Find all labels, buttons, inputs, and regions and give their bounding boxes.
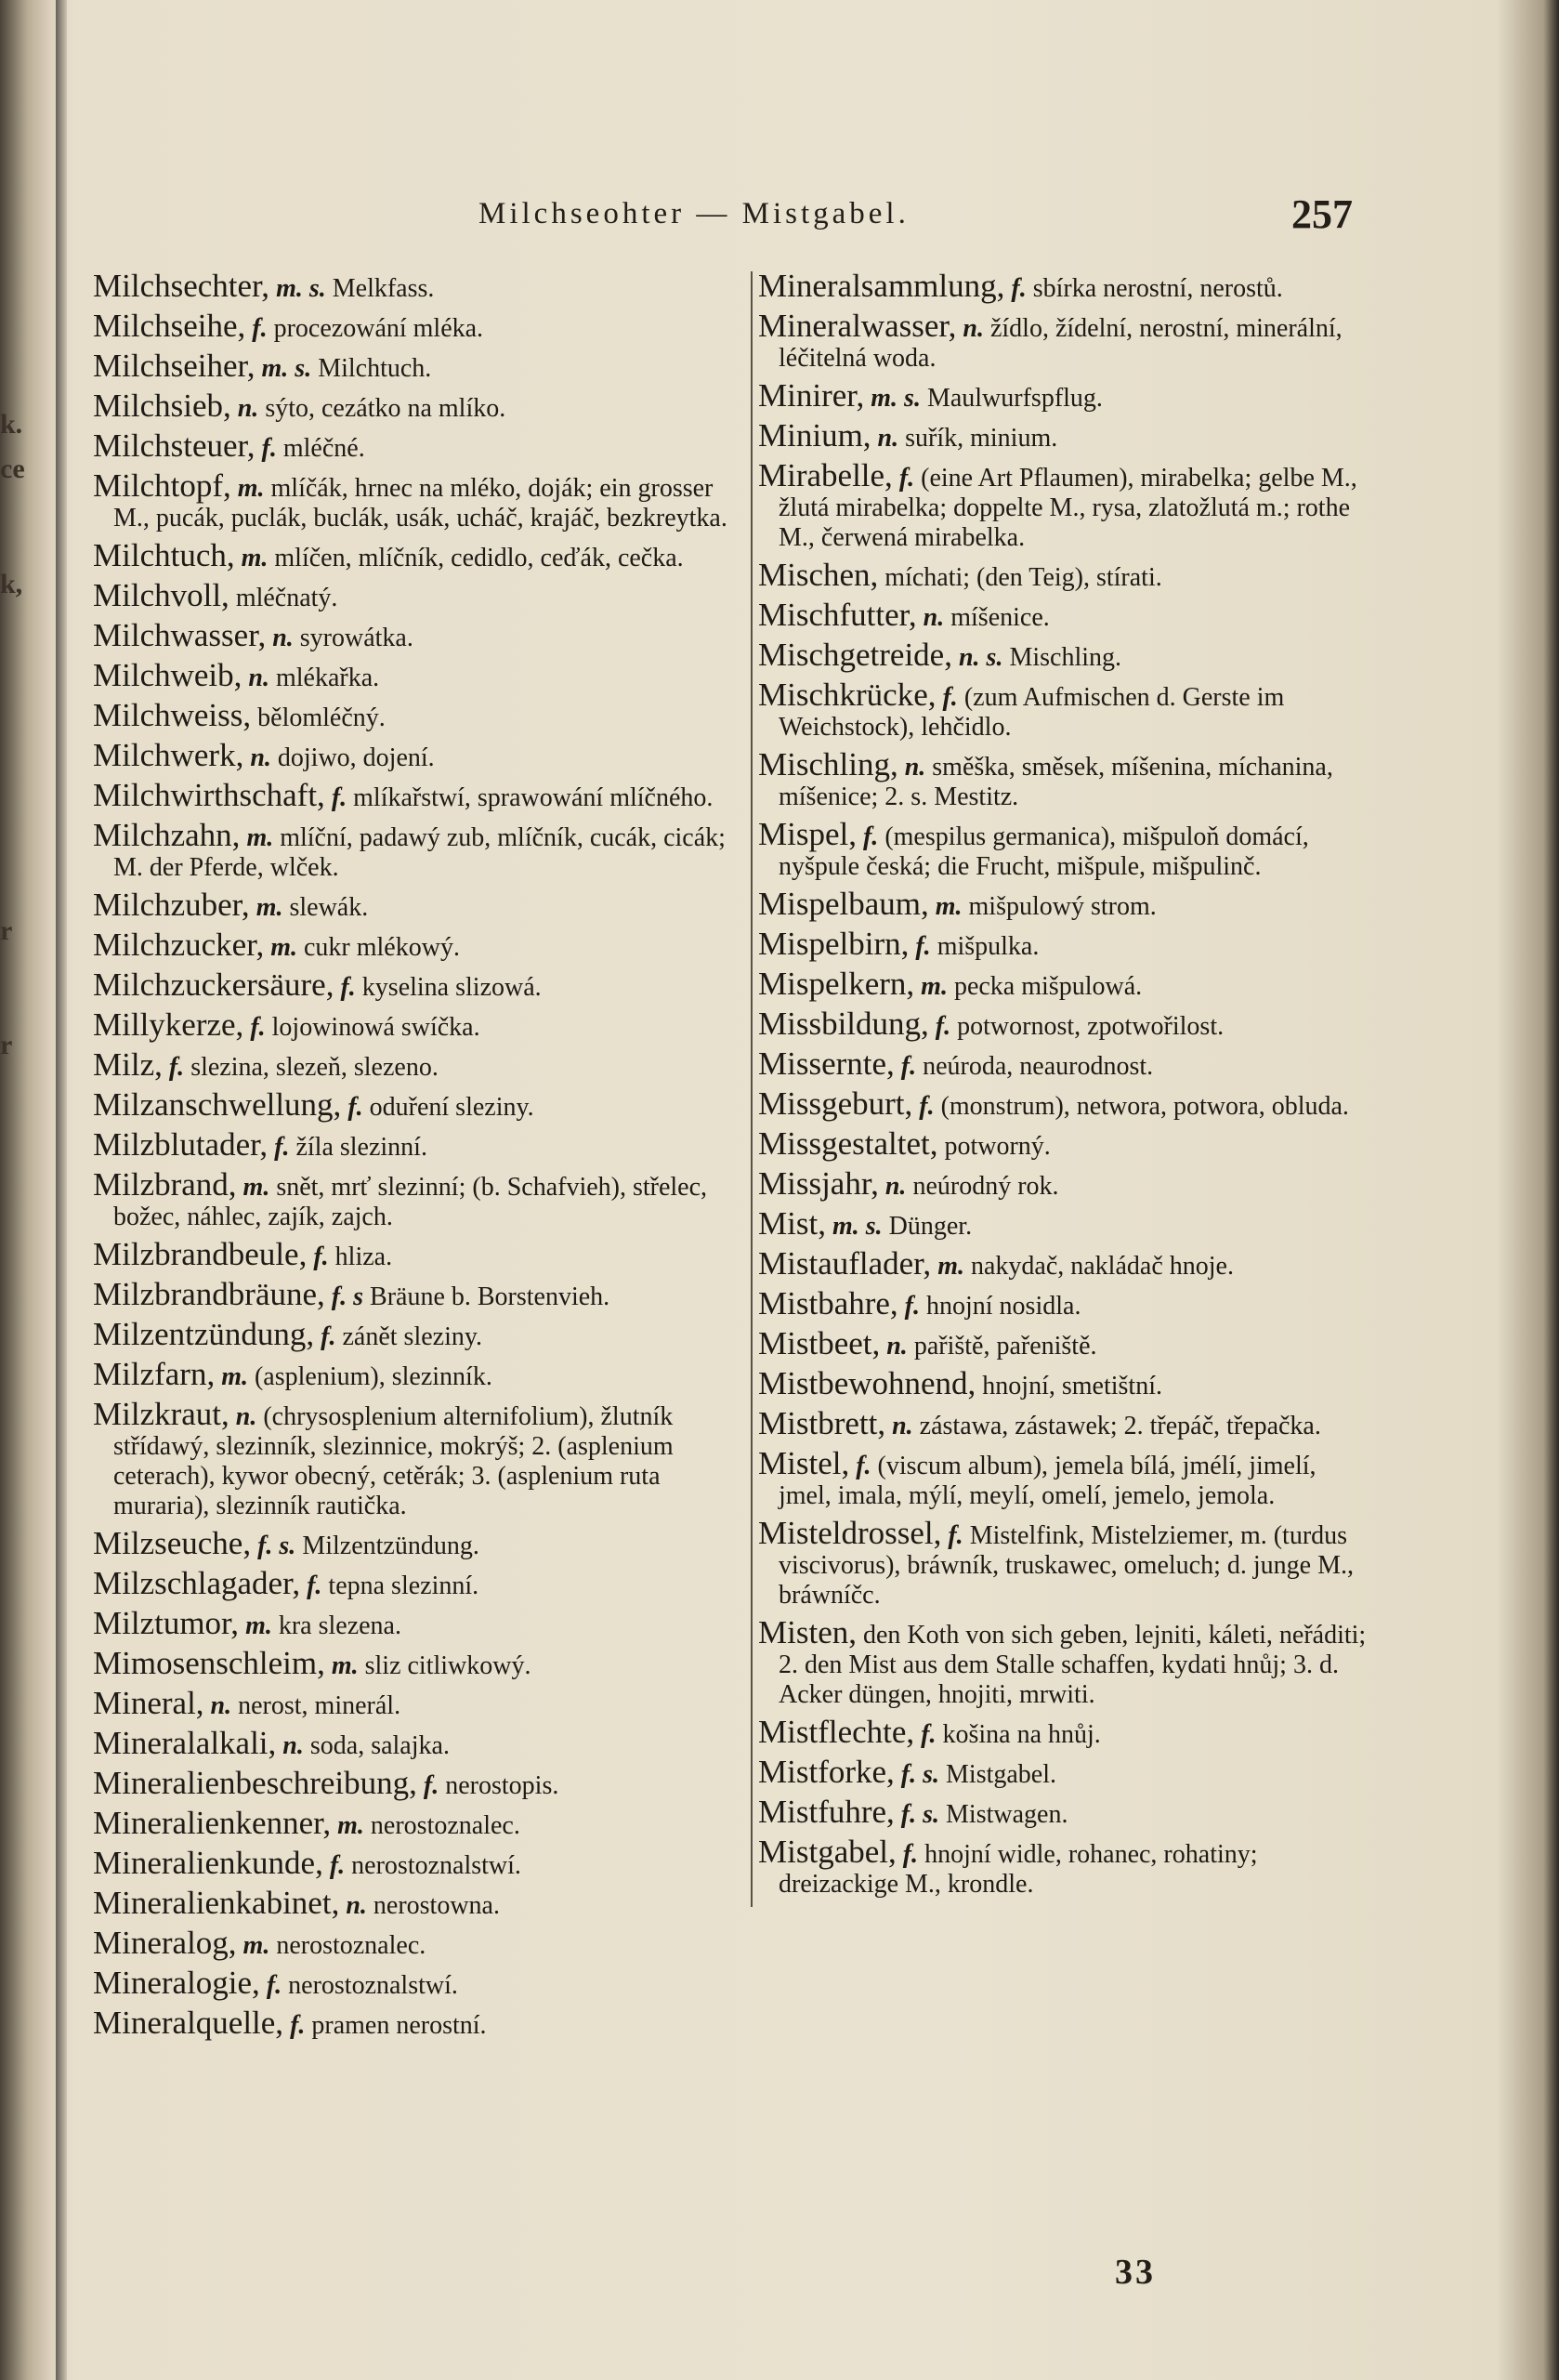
- entry-headword: Milzblutader,: [93, 1126, 269, 1163]
- entry-gender: f.: [261, 434, 277, 463]
- entry-gender: f.: [935, 1012, 951, 1041]
- dictionary-entry: [93, 537, 734, 573]
- entry-gender: f.: [168, 1053, 185, 1082]
- dictionary-entry: [93, 1765, 734, 1801]
- dictionary-entry: [93, 1166, 734, 1232]
- dictionary-entry: [93, 1316, 734, 1352]
- dictionary-entry: [93, 388, 734, 424]
- dictionary-entry: [93, 617, 734, 653]
- dictionary-entry: [758, 1006, 1375, 1042]
- entry-gender: m. s.: [276, 274, 326, 303]
- entry-gender: f.: [274, 1133, 290, 1162]
- entry-headword: Milchwerk,: [93, 737, 244, 773]
- entry-definition: mlékařka.: [275, 664, 380, 692]
- dictionary-entry: [93, 887, 734, 923]
- entry-definition: nerostowna.: [373, 1891, 500, 1920]
- entry-headword: Mischen,: [758, 557, 879, 593]
- entry-definition: (monstrum), networa, potwora, obluda.: [940, 1092, 1349, 1121]
- entry-headword: Milchwirthschaft,: [93, 777, 325, 813]
- dictionary-entry: [93, 1845, 734, 1881]
- entry-definition: soda, salajka.: [309, 1731, 450, 1760]
- entry-definition: den Koth von sich geben, lejniti, káleti, neřáditi; 2. den Mist aus dem Stalle schaffen, kydati hnůj; 3. d. Acker düngen, hnojiti, mrwiti.: [779, 1621, 1367, 1709]
- dictionary-entry: [758, 886, 1375, 922]
- entry-definition: sýto, cezátko na mlíko.: [265, 394, 506, 423]
- dictionary-entry: [758, 1405, 1375, 1441]
- entry-definition: (zum Aufmischen d. Gerste im Weichstock), lehčidlo.: [779, 683, 1285, 742]
- dictionary-entry: [758, 1125, 1375, 1162]
- entry-headword: Milchzucker,: [93, 927, 265, 963]
- entry-definition: zástawa, zástawek; 2. třepáč, třepačka.: [919, 1412, 1321, 1440]
- dictionary-entry: [758, 926, 1375, 962]
- entry-definition: neúroda, neaurodnost.: [923, 1052, 1154, 1081]
- entry-definition: mišpulowý strom.: [968, 892, 1157, 921]
- entry-headword: Milchvoll,: [93, 577, 229, 613]
- dictionary-entry: [93, 268, 734, 304]
- entry-headword: Milchsieb,: [93, 388, 231, 424]
- entry-gender: f.: [919, 1092, 935, 1121]
- entry-headword: Mineralwasser,: [758, 308, 957, 344]
- dictionary-entry: [758, 1045, 1375, 1082]
- dictionary-entry: [93, 1525, 734, 1561]
- entry-definition: Dünger.: [888, 1212, 973, 1241]
- entry-headword: Mistbewohnend,: [758, 1365, 976, 1401]
- dictionary-entry: [758, 966, 1375, 1002]
- dictionary-entry: [93, 927, 734, 963]
- entry-definition: Mistwagen.: [946, 1800, 1068, 1829]
- entry-gender: f.: [340, 973, 356, 1002]
- entry-definition: lojowinowá swíčka.: [271, 1013, 480, 1042]
- entry-headword: Mischfutter,: [758, 597, 917, 633]
- entry-headword: Mimosenschleim,: [93, 1645, 325, 1681]
- entry-gender: f. s.: [900, 1760, 940, 1789]
- entry-headword: Milchseihe,: [93, 308, 246, 344]
- entry-headword: Mist,: [758, 1205, 826, 1242]
- dictionary-entry: [758, 1085, 1375, 1122]
- entry-headword: Mistgabel,: [758, 1834, 897, 1870]
- entry-gender: f.: [307, 1571, 322, 1600]
- entry-headword: Mispelkern,: [758, 966, 915, 1002]
- entry-definition: žíla slezinní.: [295, 1133, 427, 1162]
- entry-definition: suřík, minium.: [905, 424, 1058, 453]
- margin-fragment: r: [0, 915, 13, 946]
- entry-definition: mlíčák, hrnec na mléko, doják; ein grosser M., pucák, puclák, buclák, usák, ucháč, krajáč, bezkreytka.: [113, 474, 727, 533]
- entry-definition: slewák.: [289, 893, 369, 922]
- entry-headword: Mineralienkunde,: [93, 1845, 323, 1881]
- dictionary-entry: [758, 746, 1375, 812]
- entry-gender: m.: [935, 892, 963, 921]
- entry-gender: f.: [904, 1292, 920, 1321]
- entry-gender: f.: [321, 1322, 336, 1351]
- entry-headword: Millykerze,: [93, 1006, 244, 1043]
- entry-headword: Mineralienbeschreibung,: [93, 1765, 417, 1801]
- entry-gender: f.: [915, 932, 931, 961]
- entry-headword: Milchsechter,: [93, 268, 270, 304]
- dictionary-entry: [93, 1685, 734, 1721]
- entry-definition: bělomléčný.: [257, 703, 386, 732]
- entry-definition: slezina, slezeň, slezeno.: [190, 1053, 439, 1082]
- dictionary-entry: [93, 1236, 734, 1272]
- entry-definition: cukr mlékowý.: [304, 933, 460, 962]
- entry-headword: Mistfuhre,: [758, 1794, 895, 1830]
- entry-definition: mišpulka.: [937, 932, 1040, 961]
- entry-headword: Milchsteuer,: [93, 427, 255, 464]
- entry-headword: Mispelbirn,: [758, 926, 910, 962]
- entry-definition: nerostoznalec.: [370, 1811, 520, 1840]
- entry-definition: sbírka nerostní, nerostů.: [1032, 274, 1283, 303]
- dictionary-entry: [758, 1794, 1375, 1830]
- entry-headword: Milchzuber,: [93, 887, 250, 923]
- entry-definition: oduření sleziny.: [369, 1093, 534, 1122]
- entry-gender: m.: [242, 1931, 270, 1960]
- entry-definition: syrowátka.: [299, 624, 413, 652]
- dictionary-entry: [758, 677, 1375, 743]
- entry-gender: m.: [245, 1611, 272, 1640]
- entry-gender: m. s.: [261, 354, 312, 383]
- entry-definition: sliz citliwkowý.: [364, 1651, 531, 1680]
- dictionary-entry: [758, 377, 1375, 414]
- signature-mark: 33: [1115, 2253, 1156, 2292]
- dictionary-entry: [93, 308, 734, 344]
- dictionary-entry: [93, 657, 734, 693]
- entry-headword: Milchtuch,: [93, 537, 235, 573]
- entry-gender: m.: [242, 1173, 270, 1202]
- entry-gender: f. s: [331, 1282, 364, 1311]
- entry-headword: Misten,: [758, 1614, 857, 1650]
- entry-definition: (mespilus germanica), mišpuloň domácí, nyšpule česká; die Frucht, mišpule, mišpulinč.: [779, 822, 1309, 881]
- entry-gender: f. s.: [900, 1800, 940, 1829]
- entry-definition: nerostoznalstwí.: [351, 1851, 521, 1880]
- entry-gender: m.: [255, 893, 283, 922]
- entry-definition: mlíční, padawý zub, mlíčník, cucák, cicák; M. der Pferde, wlček.: [113, 823, 726, 882]
- entry-headword: Mineralienkabinet,: [93, 1885, 340, 1921]
- entry-definition: Milchtuch.: [318, 354, 432, 383]
- entry-headword: Missjahr,: [758, 1165, 879, 1202]
- book-spine-shadow: [56, 0, 67, 2380]
- dictionary-entry: [93, 1356, 734, 1392]
- entry-definition: kra slezena.: [278, 1611, 401, 1640]
- entry-headword: Milchseiher,: [93, 348, 255, 384]
- entry-definition: procezowání mléka.: [273, 314, 484, 343]
- dictionary-entry: [93, 577, 734, 613]
- entry-headword: Mistbeet,: [758, 1325, 881, 1361]
- dictionary-entry: [93, 1925, 734, 1961]
- entry-definition: potworný.: [944, 1132, 1051, 1161]
- entry-headword: Milzkraut,: [93, 1396, 229, 1432]
- entry-headword: Milchzahn,: [93, 817, 241, 853]
- entry-definition: Bräune b. Borstenvieh.: [370, 1282, 610, 1311]
- entry-definition: Milzentzündung.: [302, 1532, 479, 1560]
- entry-definition: mlíkařstwí, sprawowání mlíčného.: [353, 783, 714, 812]
- entry-headword: Minium,: [758, 417, 871, 454]
- entry-definition: kyselina slizowá.: [361, 973, 542, 1002]
- entry-definition: snět, mrť slezinní; (b. Schafvieh), střelec, božec, náhlec, zajík, zajch.: [113, 1173, 708, 1231]
- dictionary-entry: [93, 1126, 734, 1163]
- dictionary-entry: [93, 1046, 734, 1083]
- entry-definition: košina na hnůj.: [942, 1720, 1101, 1749]
- dictionary-entry: [758, 308, 1375, 374]
- dictionary-entry: [93, 348, 734, 384]
- entry-headword: Milzbrandbräune,: [93, 1276, 325, 1312]
- entry-gender: n.: [963, 314, 984, 343]
- entry-definition: (chrysosplenium alternifolium), žlutník střídawý, slezinník, slezinnice, mokrýš; 2. (asplenium ceterach), kywor obecný, cetěrák; 3. (asplenium ruta muraria), slezinník rautička.: [113, 1402, 674, 1520]
- entry-gender: m.: [270, 933, 297, 962]
- entry-headword: Milzseuche,: [93, 1525, 252, 1561]
- dictionary-entry: [758, 1614, 1375, 1710]
- entry-gender: m.: [337, 1811, 364, 1840]
- entry-gender: f.: [313, 1243, 329, 1271]
- entry-headword: Milzschlagader,: [93, 1565, 301, 1601]
- entry-headword: Mischgetreide,: [758, 637, 952, 673]
- dictionary-entry: [93, 966, 734, 1003]
- entry-definition: neúrodný rok.: [912, 1172, 1059, 1201]
- entry-definition: hliza.: [334, 1243, 393, 1271]
- entry-headword: Milchtopf,: [93, 467, 231, 504]
- entry-definition: Mischling.: [1009, 643, 1121, 672]
- entry-definition: nerost, minerál.: [238, 1691, 401, 1720]
- entry-gender: f.: [921, 1720, 937, 1749]
- entry-headword: Mischling,: [758, 746, 898, 782]
- dictionary-entry: [758, 1714, 1375, 1750]
- entry-headword: Milchwasser,: [93, 617, 267, 653]
- entry-gender: f.: [862, 822, 879, 851]
- entry-definition: mléčné.: [282, 434, 365, 463]
- entry-gender: f.: [347, 1093, 363, 1122]
- dictionary-entry: [93, 1276, 734, 1312]
- entry-definition: mléčnatý.: [235, 584, 338, 612]
- entry-definition: Melkfass.: [332, 274, 435, 303]
- entry-headword: Mispel,: [758, 816, 857, 852]
- entry-headword: Milzanschwellung,: [93, 1086, 342, 1123]
- entry-headword: Mineralquelle,: [93, 2005, 284, 2041]
- right-column: [751, 268, 1375, 1907]
- entry-headword: Milztumor,: [93, 1605, 240, 1641]
- entry-headword: Missernte,: [758, 1045, 895, 1082]
- entry-definition: (viscum album), jemela bílá, jmélí, jimelí, jmel, imala, mýlí, meylí, omelí, jemelo, jemola.: [779, 1452, 1317, 1510]
- entry-gender: f.: [898, 464, 915, 493]
- entry-headword: Mineralsammlung,: [758, 268, 1005, 304]
- entry-headword: Mirabelle,: [758, 457, 893, 493]
- dictionary-entry: [93, 697, 734, 733]
- entry-definition: pařiště, pařeniště.: [913, 1332, 1097, 1361]
- running-header: Milchseohter — Mistgabel.: [478, 197, 910, 230]
- dictionary-entry: [758, 1205, 1375, 1242]
- entry-definition: zánět sleziny.: [342, 1322, 483, 1351]
- entry-headword: Mistforke,: [758, 1754, 895, 1790]
- entry-gender: n.: [248, 664, 269, 692]
- dictionary-entry: [758, 637, 1375, 673]
- entry-gender: n.: [210, 1691, 232, 1720]
- entry-definition: žídlo, žídelní, nerostní, minerální, léčitelná woda.: [779, 314, 1343, 373]
- entry-gender: n.: [892, 1412, 913, 1440]
- dictionary-entry: [93, 2005, 734, 2041]
- entry-headword: Mineral,: [93, 1685, 204, 1721]
- dictionary-entry: [93, 1805, 734, 1841]
- margin-fragment: ce: [0, 454, 25, 484]
- dictionary-entry: [758, 597, 1375, 633]
- dictionary-entry: [93, 1965, 734, 2001]
- dictionary-entry: [93, 777, 734, 813]
- entry-definition: (eine Art Pflaumen), mirabelka; gelbe M., žlutá mirabelka; doppelte M., rysa, zlatožlutá m.; rothe M., čerwená mirabelka.: [779, 464, 1357, 552]
- entry-gender: n. s.: [958, 643, 1003, 672]
- entry-gender: f.: [250, 1013, 266, 1042]
- entry-gender: m.: [937, 1252, 964, 1281]
- entry-definition: nerostoznalstwí.: [288, 1971, 458, 2000]
- dictionary-entry: [758, 1285, 1375, 1321]
- entry-headword: Missbildung,: [758, 1006, 929, 1042]
- dictionary-entry: [93, 737, 734, 773]
- entry-gender: m.: [921, 972, 948, 1001]
- entry-definition: tepna slezinní.: [328, 1571, 479, 1600]
- entry-gender: f.: [948, 1521, 963, 1550]
- entry-definition: Mistelfink, Mistelziemer, m. (turdus viscivorus), bráwník, truskawec, omeluch; d. junge M., bráwníčc.: [779, 1521, 1354, 1610]
- entry-definition: potwornost, zpotwořilost.: [957, 1012, 1225, 1041]
- entry-definition: (asplenium), slezinník.: [254, 1362, 492, 1391]
- entry-gender: n.: [884, 1172, 907, 1201]
- entry-definition: dojiwo, dojení.: [277, 743, 435, 772]
- entry-gender: f.: [329, 1851, 346, 1880]
- entry-headword: Mineralalkali,: [93, 1725, 277, 1761]
- entry-gender: f.: [856, 1452, 871, 1480]
- dictionary-entry: [93, 1565, 734, 1601]
- dictionary-entry: [93, 1885, 734, 1921]
- entry-headword: Minirer,: [758, 377, 865, 414]
- entry-definition: mlíčen, mlíčník, cedidlo, ceďák, cečka.: [274, 544, 684, 572]
- entry-definition: pecka mišpulowá.: [953, 972, 1143, 1001]
- margin-fragment: k,: [0, 569, 23, 599]
- entry-definition: hnojní nosidla.: [926, 1292, 1081, 1321]
- entry-gender: m. s.: [832, 1212, 883, 1241]
- entry-definition: hnojní widle, rohanec, rohatiny; dreizackige M., krondle.: [779, 1840, 1258, 1899]
- entry-definition: míchati; (den Teig), stírati.: [884, 563, 1162, 592]
- entry-definition: nakydač, nakládač hnoje.: [970, 1252, 1234, 1281]
- entry-definition: nerostopis.: [445, 1771, 559, 1800]
- dictionary-entry: [758, 1445, 1375, 1511]
- entry-gender: f.: [902, 1840, 919, 1869]
- entry-gender: n.: [923, 603, 945, 632]
- entry-headword: Mistbahre,: [758, 1285, 898, 1321]
- dictionary-entry: [758, 816, 1375, 882]
- entry-headword: Missgeburt,: [758, 1085, 913, 1122]
- entry-headword: Missgestaltet,: [758, 1125, 938, 1162]
- dictionary-entry: [93, 817, 734, 883]
- dictionary-entry: [93, 1006, 734, 1043]
- entry-gender: n.: [904, 753, 926, 782]
- entry-headword: Milzbrand,: [93, 1166, 237, 1203]
- dictionary-entry: [93, 1605, 734, 1641]
- entry-gender: n.: [282, 1731, 304, 1760]
- entry-headword: Mispelbaum,: [758, 886, 929, 922]
- dictionary-entry: [93, 1725, 734, 1761]
- entry-definition: míšenice.: [950, 603, 1050, 632]
- entry-gender: f.: [290, 2011, 306, 2040]
- dictionary-entry: [93, 427, 734, 464]
- dictionary-entry: [93, 1086, 734, 1123]
- left-column: [93, 268, 734, 2048]
- dictionary-entry: [758, 1834, 1375, 1900]
- dictionary-entry: [93, 467, 734, 533]
- entry-gender: m.: [221, 1362, 248, 1391]
- entry-headword: Milzentzündung,: [93, 1316, 315, 1352]
- entry-headword: Milchweiss,: [93, 697, 252, 733]
- entry-headword: Mineralienkenner,: [93, 1805, 332, 1841]
- entry-headword: Misteldrossel,: [758, 1515, 942, 1551]
- entry-headword: Milchweib,: [93, 657, 242, 693]
- entry-headword: Milzbrandbeule,: [93, 1236, 308, 1272]
- entry-gender: n.: [235, 1402, 257, 1431]
- dictionary-entry: [758, 1325, 1375, 1361]
- entry-gender: m.: [237, 474, 265, 503]
- entry-gender: f.: [942, 683, 958, 712]
- entry-headword: Milz,: [93, 1046, 163, 1083]
- entry-gender: f. s.: [257, 1532, 296, 1560]
- entry-headword: Milchzuckersäure,: [93, 966, 334, 1003]
- entry-headword: Mistel,: [758, 1445, 850, 1481]
- margin-fragment: k.: [0, 409, 23, 440]
- entry-headword: Mischkrücke,: [758, 677, 937, 713]
- entry-definition: nerostoznalec.: [276, 1931, 426, 1960]
- entry-headword: Mistflechte,: [758, 1714, 915, 1750]
- entry-definition: Mistgabel.: [946, 1760, 1057, 1789]
- entry-gender: m.: [246, 823, 274, 852]
- dictionary-entry: [758, 1365, 1375, 1401]
- entry-gender: m.: [241, 544, 269, 572]
- entry-headword: Mistauflader,: [758, 1245, 932, 1282]
- dictionary-entry: [758, 1515, 1375, 1611]
- dictionary-entry: [93, 1396, 734, 1521]
- entry-gender: f.: [1011, 274, 1027, 303]
- entry-gender: n.: [346, 1891, 367, 1920]
- dictionary-entry: [758, 268, 1375, 304]
- entry-gender: n.: [250, 743, 271, 772]
- entry-gender: f.: [252, 314, 268, 343]
- entry-gender: n.: [272, 624, 294, 652]
- entry-definition: pramen nerostní.: [311, 2011, 487, 2040]
- entry-gender: m.: [331, 1651, 359, 1680]
- dictionary-entry: [93, 1645, 734, 1681]
- dictionary-entry: [758, 1245, 1375, 1282]
- dictionary-entry: [758, 417, 1375, 454]
- dictionary-entry: [758, 557, 1375, 593]
- entry-gender: f.: [423, 1771, 439, 1800]
- page-number: 257: [1291, 191, 1353, 237]
- entry-gender: n.: [237, 394, 259, 423]
- entry-gender: n.: [877, 424, 899, 453]
- entry-headword: Milzfarn,: [93, 1356, 216, 1392]
- entry-headword: Mistbrett,: [758, 1405, 886, 1441]
- entry-gender: f.: [266, 1971, 282, 2000]
- entry-headword: Mineralogie,: [93, 1965, 260, 2001]
- dictionary-entry: [758, 1165, 1375, 1202]
- dictionary-entry: [758, 1754, 1375, 1790]
- entry-gender: m. s.: [871, 384, 921, 413]
- entry-definition: směška, směsek, míšenina, míchanina, míšenice; 2. s. Mestitz.: [779, 753, 1333, 811]
- entry-gender: f.: [331, 783, 347, 812]
- entry-headword: Mineralog,: [93, 1925, 237, 1961]
- entry-gender: n.: [886, 1332, 908, 1361]
- entry-gender: f.: [900, 1052, 917, 1081]
- entry-definition: hnojní, smetištní.: [982, 1372, 1162, 1400]
- dictionary-entry: [758, 457, 1375, 553]
- entry-definition: Maulwurfspflug.: [926, 384, 1103, 413]
- margin-fragment: r: [0, 1030, 13, 1060]
